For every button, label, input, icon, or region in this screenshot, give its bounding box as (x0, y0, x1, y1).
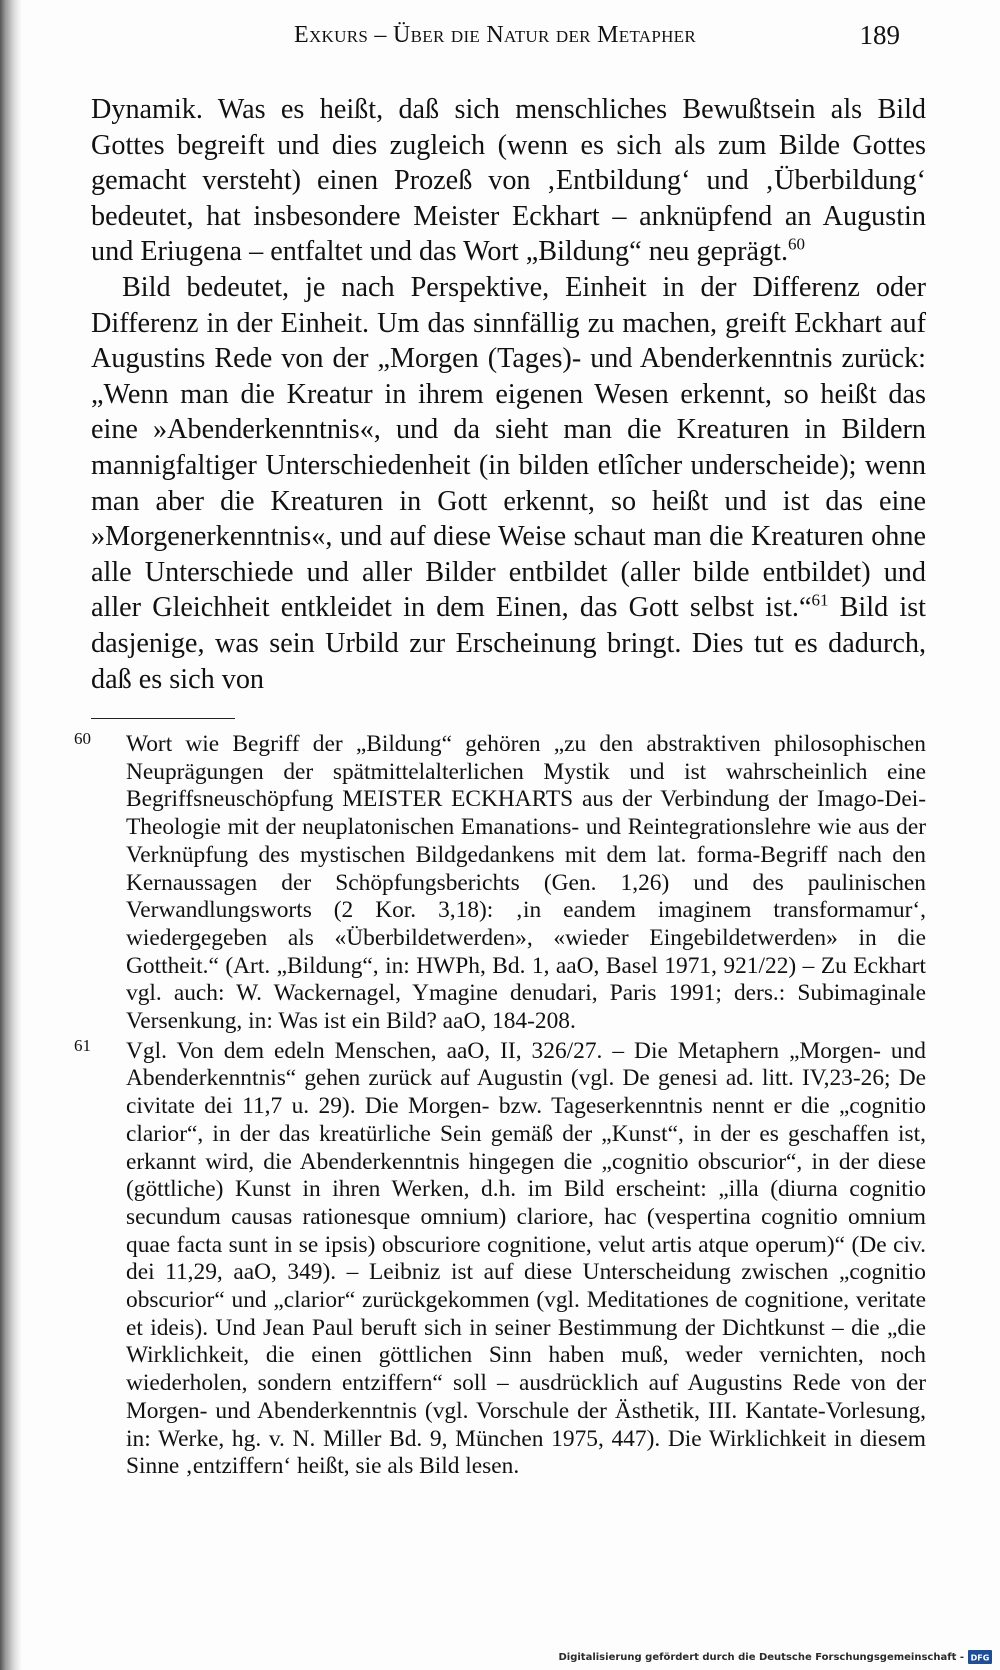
paragraph-text-continued: Bild ist dasjenige, was sein Urbild zur Erscheinung bringt. Dies tut es dadurch, daß es sich von (91, 592, 926, 695)
running-header-title (294, 22, 696, 49)
body-paragraph (91, 270, 926, 697)
running-header-text: Exkurs – Über die Natur der Metapher (294, 22, 697, 48)
footnote (74, 1035, 926, 1481)
footnotes-section (74, 731, 926, 1483)
book-page (22, 0, 1000, 1670)
footnote-number: 60 (74, 729, 91, 748)
dfg-logo-icon (968, 1650, 992, 1664)
main-text (91, 92, 926, 697)
footnote-text: Vgl. Von dem edeln Menschen, aaO, II, 326/27. – Die Metaphern „Morgen- und Abenderkenntnis“ gehen zurück auf Augustin (vgl. De genesi ad. litt. IV,23-26; De civitate dei 11,7 u. 29). Die Morgen- bzw. Tageserkenntnis nennt er die „cognitio clarior“, in der das kreatürliche Sein gemäß der „Kunst“, in der es geschaffen ist, erkannt wird, die Abenderkenntnis hingegen die „cognitio obscurior“, in der diese (göttliche) Kunst in ihren Werken, d.h. im Bild erscheint: „illa (diurna cognitio secundum causas rationesque omnium) clariore, hac (vespertina cognitio omnium quae facta sunt in se ipsis) obscuriore cognitione, velut artis atque operum)“ (De civ. dei 11,29, aaO, 349). – Leibniz ist auf diese Unterscheidung zwischen „cognitio obscurior“ und „clarior“ zurückgekommen (vgl. Meditationes de cognitione, veritate et ideis). Und Jean Paul beruft sich in seiner Bestimmung der Dichtkunst – die „die Wirklichkeit, die einen göttlichen Sinn haben muß, weder vernichten, noch wiederholen, sondern entziffern“ soll – ausdrücklich auf Augustins Rede von der Morgen- und Abenderkenntnis (vgl. Vorschule der Ästhetik, III. Kantate-Vorlesung, in: Werke, hg. v. N. Miller Bd. 9, München 1975, 447). Die Wirklichkeit in diesem Sinne ‚entziffern‘ heißt, sie als Bild lesen. (126, 1037, 926, 1480)
footnote-divider (91, 718, 235, 719)
paragraph-text: Bild bedeutet, je nach Perspektive, Einheit in der Differenz oder Differenz in der Einheit. Um das sinnfällig zu machen, greift Eckhart auf Augustins Rede von der „Morgen (Tages)- und Abenderkenntnis zurück: „Wenn man die Kreatur in ihrem eigenen Wesen erkennt, so heißt das eine »Abenderkenntnis«, und da sieht man die Kreaturen in Bildern mannigfaltiger Unterschiedenheit (in bilden etlîcher underscheide); wenn man aber die Kreaturen in Gott erkennt, so heißt und ist das eine »Morgenerkenntnis«, und auf diese Weise schaut man die Kreaturen ohne alle Unterschiede und aller Bilder entbildet (aller bilde entbildet) und aller Gleichheit entkleidet in dem Einen, das Gott selbst ist.“ (91, 271, 926, 624)
footnote-text: Wort wie Begriff der „Bildung“ gehören „zu den abstraktiven philosophischen Neuprägungen der spätmittelalterlichen Mystik und ist wahrscheinlich eine Begriffsneuschöpfung MEISTER ECKHARTS aus der Verbindung der Imago-Dei-Theologie mit der neuplatonischen Emanations- und Reintegrationslehre wie aus der Verknüpfung des mystischen Bildgedankens mit dem lat. forma-Begriff nach den Kernaussagen der Schöpfungsberichts (Gen. 1,26) und des paulinischen Verwandlungsworts (2 Kor. 3,18): ‚in eandem imaginem transformamur‘, wiedergegeben als «Überbildetwerden», «wieder Eingebildetwerden» in die Gottheit.“ (Art. „Bildung“, in: HWPh, Bd. 1, aaO, Basel 1971, 921/22) – Zu Eckhart vgl. auch: W. Wackernagel, Ymagine denudari, Paris 1991; ders.: Subimaginale Versenkung, in: Was ist ein Bild? aaO, 184-208. (126, 731, 926, 1035)
footnote-reference[interactable]: 61 (811, 590, 829, 610)
digitization-credit (558, 1650, 992, 1664)
body-paragraph (91, 92, 926, 270)
footnote-reference[interactable]: 60 (788, 234, 806, 254)
book-spine-shadow (0, 0, 22, 1670)
footnote (74, 731, 926, 1036)
svg-text:DFG: DFG (970, 1653, 990, 1663)
footnote-number: 61 (74, 1035, 91, 1055)
credit-text: Digitalisierung gefördert durch die Deutsche Forschungsgemeinschaft - (558, 1651, 964, 1663)
page-number: 189 (859, 20, 900, 50)
paragraph-text: Dynamik. Was es heißt, daß sich menschliches Bewußtsein als Bild Gottes begreift und dies zugleich (wenn es sich als zum Bilde Gottes gemacht versteht) einen Prozeß von ‚Entbildung‘ und ‚Überbildung‘ bedeutet, hat insbesondere Meister Eckhart – anknüpfend an Augustin und Eriugena – entfaltet und das Wort „Bildung“ neu geprägt. (91, 94, 926, 268)
